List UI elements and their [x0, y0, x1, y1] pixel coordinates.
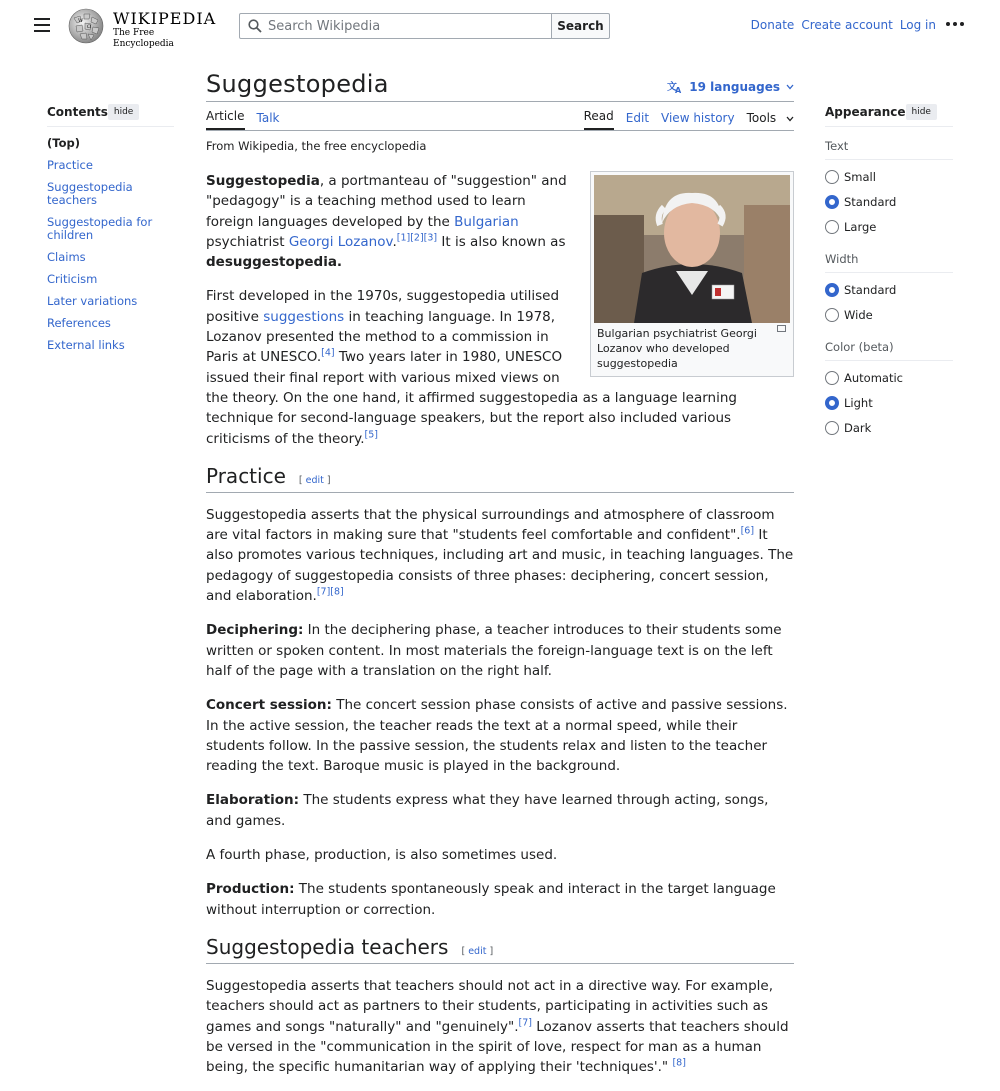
chevron-down-icon [786, 116, 794, 122]
toc-item-practice[interactable]: Practice [47, 158, 93, 172]
toc-item-references[interactable]: References [47, 316, 111, 330]
toc-title: Contents [47, 105, 108, 119]
wikipedia-globe-logo[interactable] [66, 8, 106, 44]
width-wide-option[interactable] [825, 308, 953, 322]
radio-label: Small [844, 170, 876, 184]
svg-text:W: W [78, 18, 84, 24]
caption-text: Bulgarian psychiatrist Georgi Lozanov who developed suggestopedia [597, 327, 757, 370]
tab-read[interactable]: Read [584, 109, 614, 130]
radio-selected-icon[interactable] [825, 283, 839, 297]
color-label: Color (beta) [825, 340, 953, 361]
toc-header [47, 104, 174, 127]
heading-text: Suggestopedia teachers [206, 934, 449, 959]
search-input[interactable] [268, 19, 551, 34]
radio-label: Large [844, 220, 877, 234]
section-heading-practice [206, 463, 794, 493]
search-button[interactable]: Search [551, 13, 610, 39]
appearance-title: Appearance [825, 105, 906, 119]
color-automatic-option[interactable] [825, 371, 953, 385]
svg-text:文: 文 [667, 82, 678, 93]
article-main [206, 70, 794, 1091]
toc-item-claims[interactable]: Claims [47, 250, 86, 264]
search-icon [248, 19, 262, 33]
svg-text:A: A [675, 86, 682, 95]
bulgarian-link[interactable]: Bulgarian [454, 213, 519, 230]
toc-item-later-variations[interactable]: Later variations [47, 294, 138, 308]
citation-7[interactable]: [7] [518, 1017, 532, 1028]
user-links [751, 18, 936, 32]
heading-text: Practice [206, 463, 286, 488]
text-size-label: Text [825, 139, 953, 160]
radio-icon[interactable] [825, 371, 839, 385]
page-title: Suggestopedia [206, 70, 389, 98]
radio-label: Light [844, 396, 873, 410]
production-paragraph: Production: The students spontaneously speak and interact in the target language without interruption or correction. [206, 881, 776, 918]
svg-text:Ω: Ω [87, 24, 92, 30]
elaboration-paragraph: Elaboration: The students express what they have learned through acting, songs, and games. [206, 792, 769, 829]
citation-5[interactable]: [5] [364, 429, 378, 441]
text-size-large-option[interactable] [825, 220, 953, 234]
table-of-contents [47, 104, 174, 361]
toc-item-criticism[interactable]: Criticism [47, 272, 98, 286]
radio-label: Dark [844, 421, 872, 435]
text-size-small-option[interactable] [825, 170, 953, 184]
bold-term: Suggestopedia [206, 173, 320, 189]
section-edit: [ edit ] [298, 474, 331, 486]
language-count: 19 languages [689, 80, 780, 94]
deciphering-paragraph: Deciphering: In the deciphering phase, a teacher introduces to their students some written or spoken content. In most materials the foreign-language text is on the left half of the page with a translation on the right half. [206, 622, 782, 679]
more-options-icon[interactable] [946, 22, 964, 28]
tab-edit[interactable]: Edit [625, 111, 650, 125]
view-tabs [584, 102, 794, 130]
title-row [206, 70, 794, 102]
appearance-panel [825, 104, 953, 453]
log-in-link[interactable]: Log in [899, 18, 936, 32]
suggestions-link[interactable]: suggestions [263, 308, 345, 325]
color-dark-option[interactable] [825, 421, 953, 435]
infobox-image [590, 171, 794, 377]
namespace-tabs [206, 102, 279, 130]
wikipedia-wordmark[interactable] [113, 9, 217, 50]
radio-selected-icon[interactable] [825, 195, 839, 209]
citation-4[interactable]: [4] [321, 347, 335, 359]
practice-paragraph: Suggestopedia asserts that the physical surroundings and atmosphere of classroom are vital factors in making sure that "students feel comfortable and confident".[6] It also promotes various techniques, including art and music, in teaching languages. The pedagogy of suggestopedia consists of three phases: deciphering, concert session, and elaboration.[7][8] [206, 506, 794, 605]
radio-label: Automatic [844, 371, 903, 385]
toc-item-suggestopedia-for-children[interactable]: Suggestopedia for children [47, 215, 153, 242]
appearance-header [825, 104, 953, 127]
donate-link[interactable]: Donate [750, 18, 795, 32]
wordmark-title: WIKIPEDIA [113, 9, 217, 28]
radio-label: Standard [844, 283, 897, 297]
color-light-option[interactable] [825, 396, 953, 410]
toc-item-top[interactable]: (Top) [47, 136, 80, 150]
chevron-down-icon [786, 84, 794, 90]
teachers-paragraph: Suggestopedia asserts that teachers should not act in a directive way. For example, teachers should act as partners to their students, participating in activities such as games and songs "naturally" and "genuinely".[7] Lozanov asserts that teachers should be versed in the "communication in the spirit of love, respect for man as a human being, the specific humanitarian way of applying their 'techniques'." [8] [206, 977, 789, 1076]
page-tabs [206, 102, 794, 131]
edit-link[interactable]: edit [468, 945, 487, 957]
tab-article[interactable]: Article [206, 109, 245, 130]
concert-session-paragraph: Concert session: The concert session phase consists of active and passive sessions. In the active session, the teacher reads the text at a normal speed, while their students follow. In the passive session, the students relax and listen to the teacher reading the text. Baroque music is played in the background. [206, 697, 788, 775]
radio-icon[interactable] [825, 220, 839, 234]
toc-hide-button[interactable]: hide [108, 104, 139, 120]
tab-view-history[interactable]: View history [661, 111, 735, 125]
appearance-hide-button[interactable]: hide [906, 104, 937, 120]
enlarge-icon[interactable] [777, 325, 786, 332]
width-options [825, 283, 953, 322]
citation-1-2-3[interactable]: [1][2][3] [396, 232, 438, 244]
infobox-caption [594, 323, 790, 373]
fourth-phase-paragraph: A fourth phase, production, is also sometimes used. [206, 847, 558, 864]
radio-icon[interactable] [825, 170, 839, 184]
main-menu-icon[interactable] [34, 18, 50, 32]
toc-item-external-links[interactable]: External links [47, 338, 125, 352]
lozanov-photo[interactable] [594, 175, 790, 323]
edit-link[interactable]: edit [305, 474, 324, 486]
radio-selected-icon[interactable] [825, 396, 839, 410]
radio-icon[interactable] [825, 421, 839, 435]
width-standard-option[interactable] [825, 283, 953, 297]
intro-paragraph-1: Suggestopedia, a portmanteau of "suggestion" and "pedagogy" is a teaching method used to learn foreign languages developed by the Bulgarian psychiatrist Georgi Lozanov.[1][2][3] It is also known as desuggestopedia. [206, 173, 567, 271]
language-icon [667, 80, 683, 94]
section-heading-teachers [206, 934, 794, 964]
citation-7-8[interactable]: [7][8] [316, 586, 344, 598]
radio-icon[interactable] [825, 308, 839, 322]
section-edit: [ edit ] [461, 945, 494, 957]
radio-label: Standard [844, 195, 897, 209]
tab-talk[interactable]: Talk [256, 111, 280, 125]
citation-6[interactable]: [6] [740, 525, 755, 537]
language-button[interactable] [667, 80, 794, 94]
color-options [825, 371, 953, 435]
tools-label: Tools [746, 111, 777, 125]
tools-menu[interactable] [747, 111, 794, 130]
text-size-options [825, 170, 953, 234]
citation-8[interactable]: [8] [672, 1057, 686, 1069]
radio-label: Wide [844, 308, 873, 322]
text-size-standard-option[interactable] [825, 195, 953, 209]
georgi-lozanov-link[interactable]: Georgi Lozanov [288, 233, 393, 250]
width-label: Width [825, 252, 953, 273]
site-subtitle: From Wikipedia, the free encyclopedia [206, 139, 427, 153]
bold-term-alt: desuggestopedia. [206, 254, 343, 271]
intro-paragraph-2: First developed in the 1970s, suggestopedia utilised positive suggestions in teaching language. In 1978, Lozanov presented the method to a commission in Paris at UNESCO.[4] Two years later in 1980, UNESCO issued their final report with various mixed views on the theory. On the one hand, it affirmed suggestopedia as a language learning technique for second-language speakers, but the report also included various criticisms of the theory.[5] [206, 288, 737, 447]
wordmark-tagline: The Free Encyclopedia [113, 28, 174, 49]
toc-item-suggestopedia-teachers[interactable]: Suggestopedia teachers [47, 180, 133, 207]
create-account-link[interactable]: Create account [801, 18, 893, 32]
search-box [239, 13, 552, 39]
